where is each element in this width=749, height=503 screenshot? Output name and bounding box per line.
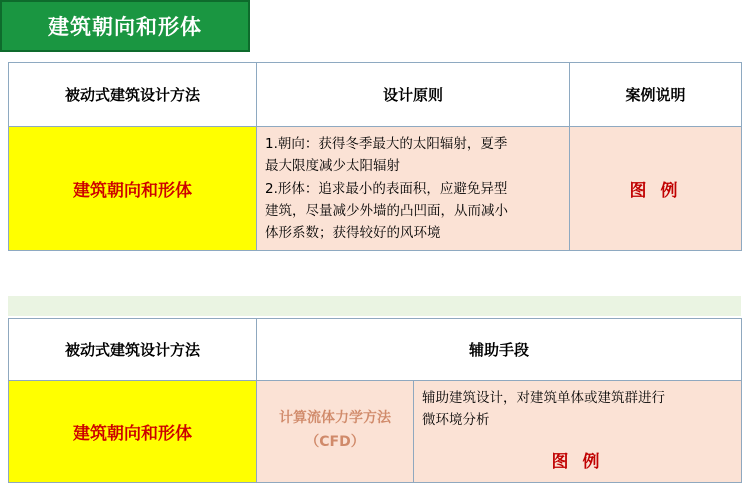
principle-line: 1.朝向：获得冬季最大的太阳辐射，夏季 [265,136,508,152]
cell-example-placeholder: 图 例 [570,127,742,251]
principle-line: 建筑，尽量减少外墙的凸凹面，从而减小 [265,202,508,219]
table-row [9,63,742,127]
column-header-method: 被动式建筑设计方法 [9,63,257,127]
section-divider-strip [8,296,741,316]
page-title: 建筑朝向和形体 [48,15,202,39]
cell-method-name-2: 建筑朝向和形体 [9,381,257,483]
cfd-line: （CFD） [305,434,365,451]
description-line: 微环境分析 [422,412,490,429]
table-row [9,381,742,483]
cell-example-placeholder-2: 图 例 [551,451,604,472]
column-header-method-2: 被动式建筑设计方法 [9,319,257,381]
table-row [9,127,742,251]
principle-line: 2.形体：追求最小的表面积，应避免异型 [265,180,508,197]
description-line: 辅助建筑设计，对建筑单体或建筑群进行 [422,390,665,406]
cfd-line: 计算流体力学方法 [279,410,391,427]
cell-design-principles [257,127,570,251]
table-row [9,319,742,381]
cell-auxiliary-description [414,381,742,483]
cell-method-name: 建筑朝向和形体 [9,127,257,251]
auxiliary-methods-table [8,318,741,498]
principle-line: 最大限度减少太阳辐射 [265,158,400,175]
column-header-example: 案例说明 [570,63,742,127]
column-header-auxiliary: 辅助手段 [257,319,742,381]
slide-title-banner [0,0,250,52]
column-header-principle: 设计原则 [257,63,570,127]
principle-line: 体形系数；获得较好的风环境 [265,225,441,242]
design-principles-table [8,62,741,295]
cell-cfd-tool [257,381,414,483]
